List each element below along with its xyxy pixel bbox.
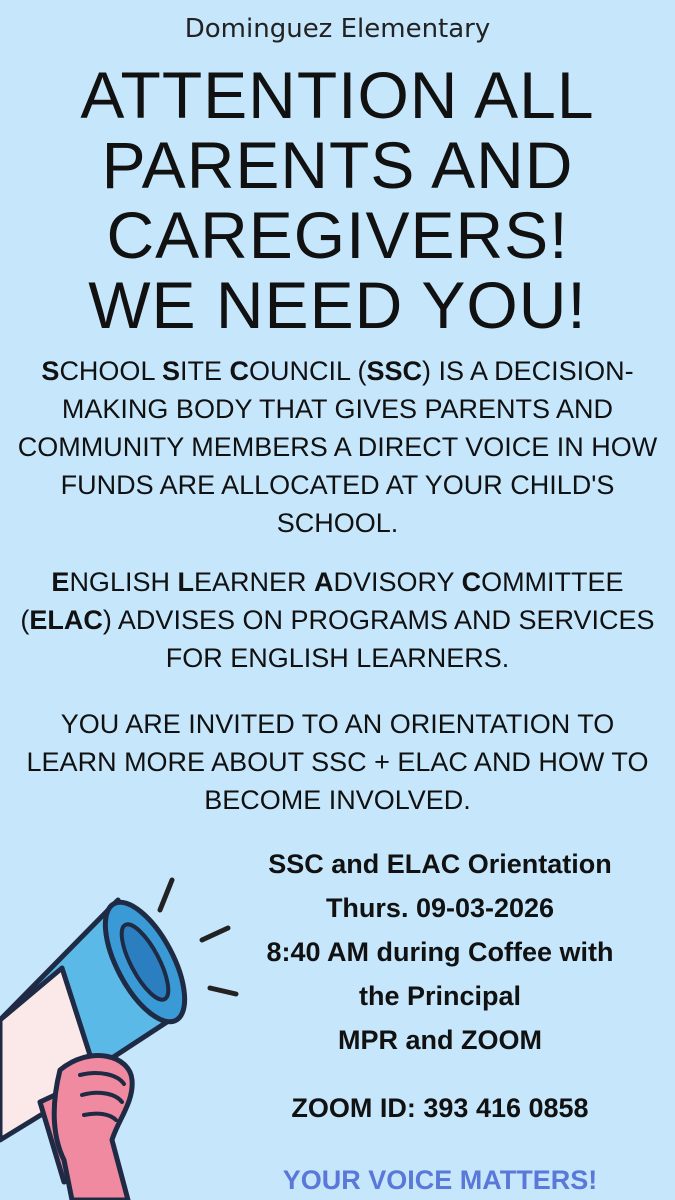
megaphone-icon [0,870,250,1200]
event-details [225,842,655,1062]
event-line: SSC and ELAC Orientation [268,849,612,879]
school-name: Dominguez Elementary [184,14,491,44]
word-rest: CHOOL [59,356,162,386]
elac-description [0,563,675,677]
headline-line: PARENTS AND [101,128,574,202]
event-line: Thurs. 09-03-2026 [325,893,555,923]
paren: ( [20,605,30,635]
invite-line: BECOME INVOLVED. [204,785,471,815]
headline [0,60,675,340]
invite-line: YOU ARE INVITED TO AN ORIENTATION TO [60,709,615,739]
initial-letter: C [229,356,249,386]
event-line: MPR and ZOOM [338,1025,542,1055]
initial-letter: E [51,567,70,597]
elac-line-tail: ) ADVISES ON PROGRAMS AND SERVICES [102,605,655,635]
ssc-line-tail: ) IS A DECISION- [422,356,634,386]
elac-line [0,563,675,601]
zoom-id: ZOOM ID: 393 416 0858 [291,1093,589,1123]
headline-line: CAREGIVERS! [106,198,569,272]
ssc-line [0,352,675,390]
initial-letter: C [461,567,482,597]
initial-letter: S [41,356,60,386]
initial-letter: L [177,567,194,597]
word-rest: EARNER [193,567,314,597]
elac-line: FOR ENGLISH LEARNERS. [165,643,510,673]
word-rest: NGLISH [69,567,178,597]
word-rest: DVISORY [333,567,462,597]
event-line: the Principal [358,981,522,1011]
elac-line [0,601,675,639]
word-rest: OUNCIL ( [248,356,367,386]
tagline: YOUR VOICE MATTERS! [282,1165,598,1195]
headline-line: WE NEED YOU! [88,268,587,342]
invitation [0,705,675,819]
initial-letter: S [161,356,180,386]
ssc-description [0,352,675,542]
invite-line: LEARN MORE ABOUT SSC + ELAC AND HOW TO [26,747,649,777]
ssc-line: FUNDS ARE ALLOCATED AT YOUR CHILD'S [60,470,615,500]
event-line: 8:40 AM during Coffee with [266,937,614,967]
ssc-acronym: SSC [366,356,423,386]
word-rest: ITE [179,356,230,386]
word-rest: OMMITTEE [481,567,624,597]
headline-line: ATTENTION ALL [80,58,595,132]
ssc-line: MAKING BODY THAT GIVES PARENTS AND [61,394,614,424]
ssc-line: COMMUNITY MEMBERS A DIRECT VOICE IN HOW [17,432,658,462]
initial-letter: A [314,567,334,597]
ssc-line: SCHOOL. [276,508,399,538]
elac-acronym: ELAC [29,605,103,635]
